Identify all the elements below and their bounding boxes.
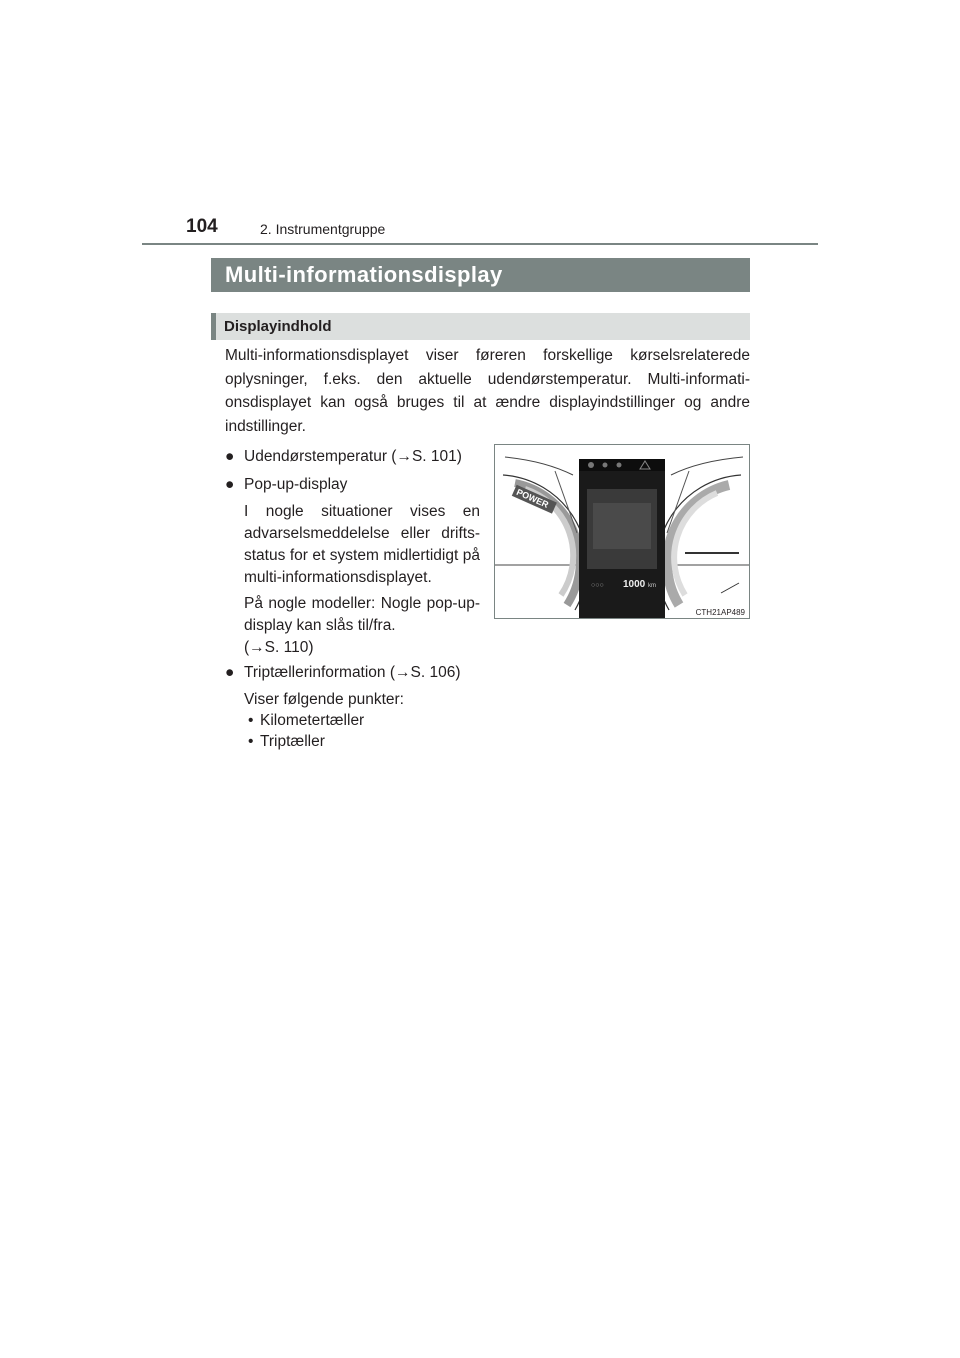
section-heading-bar (211, 258, 750, 292)
list-item (225, 473, 480, 496)
chapter-title: 2. Instrumentgruppe (260, 221, 386, 237)
cluster-illustration (495, 445, 749, 618)
sub-list-item (244, 731, 480, 752)
item-paragraph: I nogle situationer vises en advarselsmeddelelse eller drifts-status for et system midlertidigt på multi-informationsdisplayet. (244, 503, 480, 586)
section-title: Multi-informationsdisplay (225, 262, 503, 287)
odometer-value: 1000 (623, 579, 646, 590)
item-reference: (→S. 110) (244, 639, 314, 656)
bullet-icon: ● (225, 664, 235, 681)
item-label: Udendørstemperatur (→S. 101) (244, 448, 462, 465)
figure-code: CTH21AP489 (695, 608, 745, 617)
page-number: 104 (186, 216, 218, 237)
sub-bullet-icon: • (248, 733, 254, 750)
list-item (225, 661, 480, 684)
odometer-unit: km (648, 583, 656, 589)
item-intro: Viser følgende punkter: (244, 691, 404, 708)
sub-item-label: Triptæller (260, 733, 325, 750)
list-item (225, 445, 480, 468)
item-label: Pop-up-display (244, 476, 348, 493)
subsection-heading-bar (211, 313, 750, 340)
item-list (225, 445, 480, 752)
item-paragraph: På nogle modeller: Nogle pop-up-display kan slås til/fra. (244, 595, 480, 634)
subsection-title: Displayindhold (224, 318, 332, 335)
header-divider (142, 243, 818, 245)
bullet-icon: ● (225, 448, 235, 465)
subsection-accent (211, 313, 216, 340)
bullet-icon: ● (225, 476, 235, 493)
intro-paragraph: Multi-informationsdisplayet viser føreren forskellige kørselsrelaterede oplysninger, f.eks. den aktuelle udendørstemperatur. Multi-informati-onsdisplayet kan også bruges til at ændre displayindstillinger og andre indstillinger. (225, 347, 750, 435)
sub-item-label: Kilometertæller (260, 712, 365, 729)
sub-list-item (244, 710, 480, 731)
svg-text:POWER: POWER (514, 486, 551, 510)
sub-bullet-icon: • (248, 712, 254, 729)
svg-text:○○○: ○○○ (591, 582, 604, 589)
item-label: Triptællerinformation (→S. 106) (244, 664, 461, 681)
instrument-cluster-figure (494, 444, 750, 619)
